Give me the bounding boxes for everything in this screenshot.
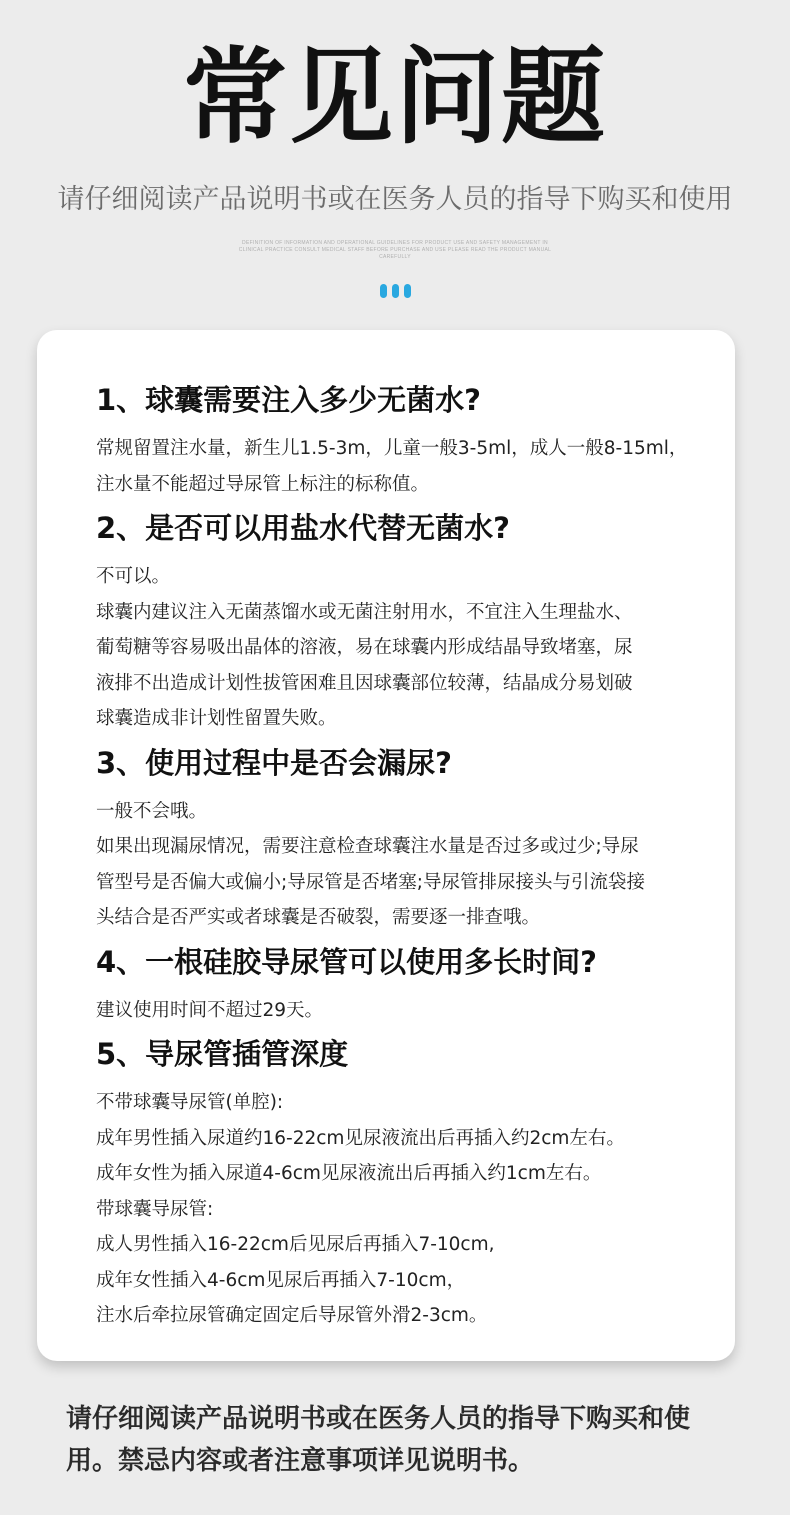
dot-icon bbox=[392, 284, 399, 298]
footer-line-2: 用。禁忌内容或者注意事项详见说明书。 bbox=[66, 1446, 535, 1476]
page-subtitle: 请仔细阅读产品说明书或在医务人员的指导下购买和使用 bbox=[57, 184, 733, 215]
faq-answer-line: 液排不出造成计划性拔管困难且因球囊部位较薄，结晶成分易划破 bbox=[96, 672, 633, 694]
faq-answer-line: 成年女性插入4-6cm见尿后再插入7-10cm， bbox=[96, 1269, 466, 1291]
faq-item bbox=[96, 942, 711, 1029]
faq-answer-line: 成年男性插入尿道约16-22cm见尿液流出后再插入约2cm左右。 bbox=[96, 1127, 625, 1149]
divider-dots bbox=[0, 284, 790, 298]
faq-question: 4、一根硅胶导尿管可以使用多长时间? bbox=[96, 944, 598, 979]
faq-list bbox=[96, 380, 711, 1340]
faq-answer-line: 常规留置注水量，新生儿1.5-3m，儿童一般3-5ml，成人一般8-15ml， bbox=[96, 438, 688, 459]
faq-answer-line: 注水量不能超过导尿管上标注的标称值。 bbox=[96, 473, 430, 495]
faq-answer-line: 成年女性为插入尿道4-6cm见尿液流出后再插入约1cm左右。 bbox=[96, 1163, 602, 1184]
faq-answer-line: 球囊内建议注入无菌蒸馏水或无菌注射用水，不宜注入生理盐水、 bbox=[96, 601, 633, 623]
faq-answer-line: 管型号是否偏大或偏小;导尿管是否堵塞;导尿管排尿接头与引流袋接 bbox=[96, 871, 645, 893]
faq-question: 1、球囊需要注入多少无菌水? bbox=[96, 383, 482, 417]
faq-answer-line: 一般不会哦。 bbox=[96, 800, 208, 822]
footer-note bbox=[66, 1398, 746, 1482]
dot-icon bbox=[404, 284, 411, 298]
faq-item bbox=[96, 743, 711, 936]
faq-question: 3、使用过程中是否会漏尿? bbox=[96, 745, 453, 780]
faq-item bbox=[96, 508, 711, 737]
faq-answer-line: 不带球囊导尿管(单腔): bbox=[96, 1092, 284, 1113]
faq-card bbox=[37, 330, 735, 1361]
faq-question: 2、是否可以用盐水代替无菌水? bbox=[96, 511, 511, 545]
faq-answer-line: 成人男性插入16-22cm后见尿后再插入7-10cm, bbox=[96, 1234, 495, 1255]
page-title: 常见问题 bbox=[182, 36, 607, 158]
faq-answer-line: 葡萄糖等容易吸出晶体的溶液，易在球囊内形成结晶导致堵塞，尿 bbox=[96, 637, 633, 658]
faq-answer-line: 头结合是否严实或者球囊是否破裂，需要逐一排查哦。 bbox=[96, 907, 541, 928]
faq-answer-line: 带球囊导尿管: bbox=[96, 1198, 214, 1220]
faq-answer-line: 不可以。 bbox=[96, 566, 171, 587]
faq-item bbox=[96, 380, 711, 502]
decorative-fine-print: DEFINITION OF INFORMATION AND OPERATIONAL GUIDELINES FOR PRODUCT USE AND SAFETY MANAGEMENT IN CLINICAL PRACTICE CONSULT MEDICAL STAFF BEFORE PURCHASE AND USE PLEASE READ THE PRODUCT MANUAL CAREFULLY bbox=[238, 240, 552, 260]
dot-icon bbox=[380, 284, 387, 298]
footer-line-1: 请仔细阅读产品说明书或在医务人员的指导下购买和使 bbox=[66, 1404, 691, 1434]
faq-question: 5、导尿管插管深度 bbox=[96, 1037, 349, 1071]
faq-answer-line: 球囊造成非计划性留置失败。 bbox=[96, 708, 337, 729]
faq-answer-line: 建议使用时间不超过29天。 bbox=[96, 999, 324, 1021]
faq-item bbox=[96, 1034, 711, 1334]
faq-answer-line: 注水后牵拉尿管确定固定后导尿管外滑2-3cm。 bbox=[96, 1305, 488, 1326]
faq-answer-line: 如果出现漏尿情况，需要注意检查球囊注水量是否过多或过少;导尿 bbox=[96, 836, 639, 857]
